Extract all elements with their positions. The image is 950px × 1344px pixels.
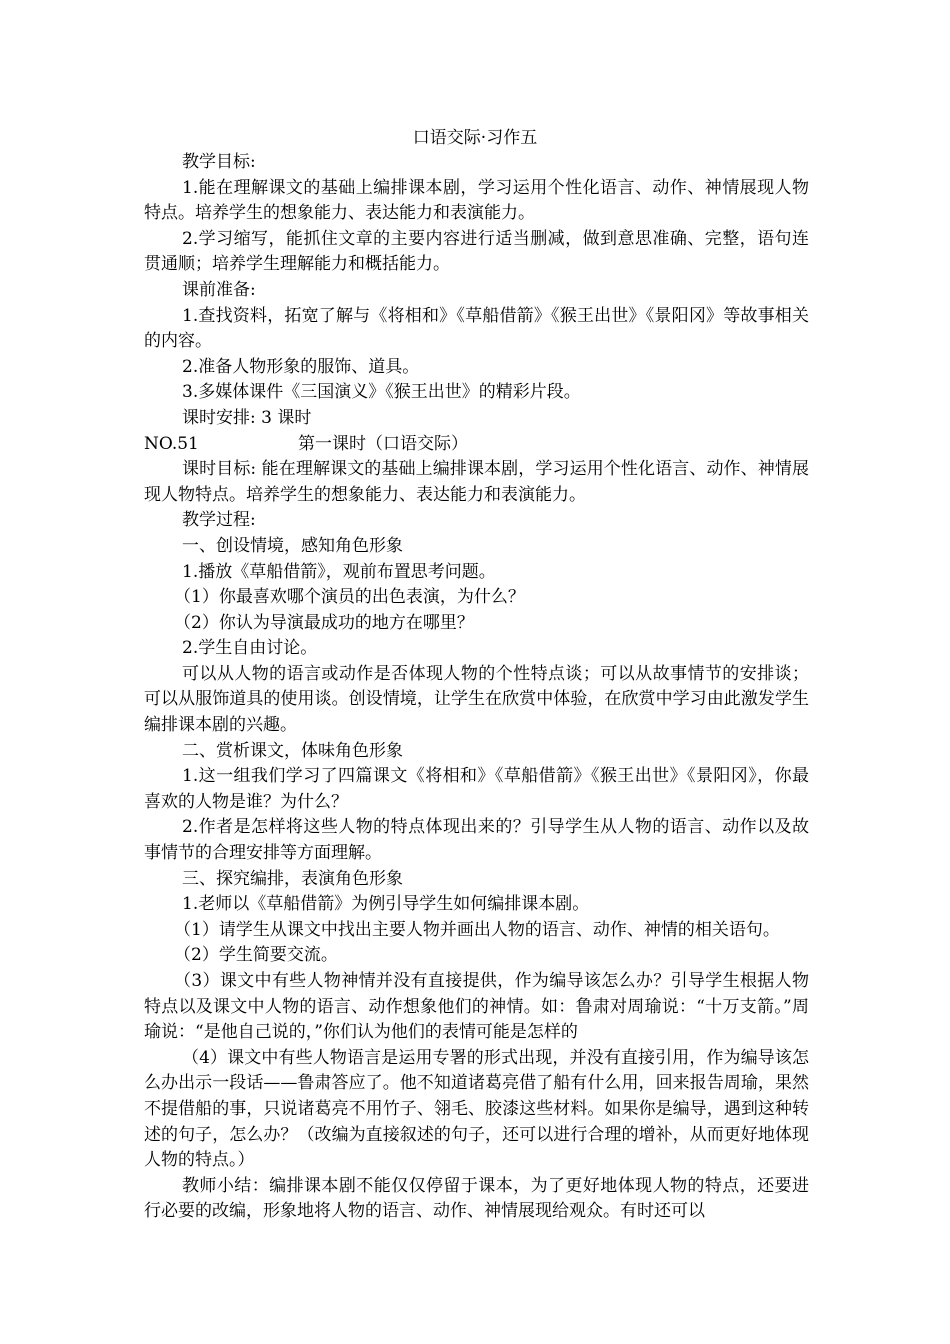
paragraph: （2）学生简要交流。	[174, 945, 338, 966]
paragraph: 1.能在理解课文的基础上编排课本剧，学习运用个性化语言、动作、神情展现人物特点。培养学生的想象能力、表达能力和表演能力。	[144, 177, 809, 224]
paragraph: 二、赏析课文，体味角色形象	[182, 740, 403, 761]
paragraph: 1.老师以《草船借箭》为例引导学生如何编排课本剧。	[182, 894, 590, 915]
paragraph: 2.作者是怎样将这些人物的特点体现出来的？引导学生从人物的语言、动作以及故事情节的合理安排等方面理解。	[144, 817, 809, 864]
paragraph: 课时安排: 3 课时	[182, 407, 312, 428]
paragraph: （4）课文中有些人物语言是运用专署的形式出现，并没有直接引用，作为编导该怎么办出示一段话——鲁肃答应了。他不知道诸葛亮借了船有什么用，回来报告周瑜，果然不提借船的事，只说诸葛亮不用竹子、翎毛、胶漆这些材料。如果你是编导，遇到这种转述的句子，怎么办？（改编为直接叙述的句子，还可以进行合理的增补，从而更好地体现人物的特点。）	[144, 1047, 809, 1171]
paragraph: 教学目标:	[182, 152, 256, 172]
paragraph: 教学过程:	[182, 510, 256, 531]
intro-section	[144, 150, 809, 432]
paragraph: 教师小结：编排课本剧不能仅仅停留于课本，为了更好地体现人物的特点，还要进行必要的改编，形象地将人物的语言、动作、神情展现给观众。有时还可以	[144, 1175, 809, 1222]
lesson-number: NO.51	[144, 433, 199, 454]
paragraph: 2.准备人物形象的服饰、道具。	[182, 356, 420, 377]
document-title: 口语交际·习作五	[412, 128, 538, 148]
lesson-title: 第一课时（口语交际）	[298, 433, 468, 454]
paragraph: （1）请学生从课文中找出主要人物并画出人物的语言、动作、神情的相关语句。	[174, 919, 780, 940]
paragraph: （3）课文中有些人物神情并没有直接提供，作为编导该怎么办？引导学生根据人物特点以及课文中人物的语言、动作想象他们的神情。如：鲁肃对周瑜说：“十万支箭。”周瑜说：“是他自己说的，”你们认为他们的表情可能是怎样的	[144, 971, 809, 1043]
paragraph: 1.这一组我们学习了四篇课文《将相和》《草船借箭》《猴王出世》《景阳冈》，你最喜欢的人物是谁？为什么？	[144, 766, 809, 812]
paragraph: 可以从人物的语言或动作是否体现人物的个性特点谈；可以从故事情节的安排谈；可以从服饰道具的使用谈。创设情境，让学生在欣赏中体验，在欣赏中学习由此激发学生编排课本剧的兴趣。	[144, 663, 809, 736]
paragraph: 课前准备:	[182, 279, 256, 300]
paragraph: 一、创设情境，感知角色形象	[182, 535, 403, 556]
paragraph: 2.学生自由讨论。	[182, 638, 318, 659]
paragraph: 课时目标: 能在理解课文的基础上编排课本剧，学习运用个性化语言、动作、神情展现人物特点。培养学生的想象能力、表达能力和表演能力。	[144, 459, 809, 505]
paragraph: （2）你认为导演最成功的地方在哪里？	[174, 612, 474, 633]
paragraph: 1.查找资料，拓宽了解与《将相和》《草船借箭》《猴王出世》《景阳冈》等故事相关的内容。	[144, 305, 809, 352]
paragraph: （1）你最喜欢哪个演员的出色表演，为什么？	[174, 587, 525, 608]
paragraph: 1.播放《草船借箭》，观前布置思考问题。	[182, 561, 496, 582]
lesson-section	[144, 457, 809, 1225]
lesson-header	[144, 432, 809, 458]
document-body	[144, 150, 809, 1225]
paragraph: 三、探究编排，表演角色形象	[182, 868, 403, 889]
paragraph: 2.学习缩写，能抓住文章的主要内容进行适当删减，做到意思准确、完整，语句连贯通顺；培养学生理解能力和概括能力。	[144, 228, 809, 275]
paragraph: 3.多媒体课件《三国演义》《猴王出世》的精彩片段。	[182, 382, 581, 403]
